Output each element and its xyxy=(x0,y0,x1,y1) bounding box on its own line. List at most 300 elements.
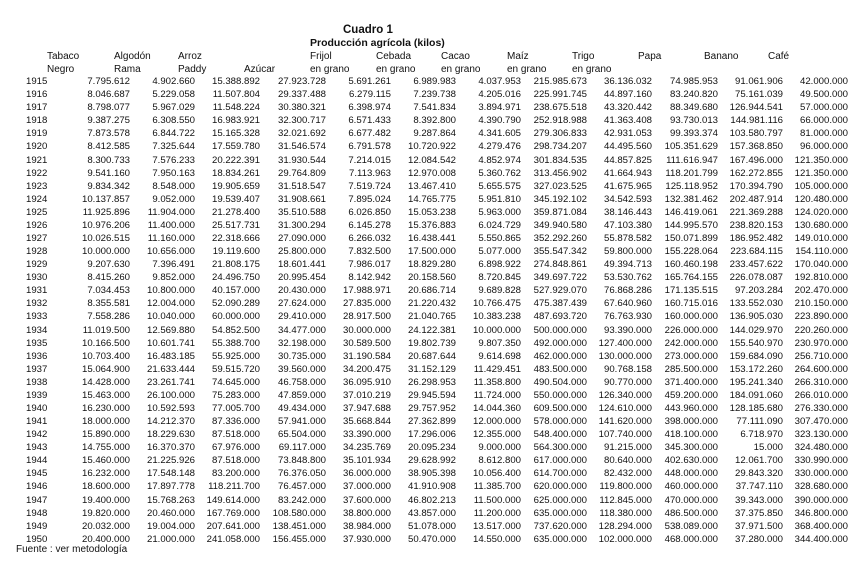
table-row xyxy=(20,127,848,140)
value-cell: 368.400.000 xyxy=(794,520,848,532)
table-row xyxy=(20,494,848,507)
value-cell: 154.110.000 xyxy=(795,246,848,258)
column-header-line1: Arroz xyxy=(178,51,202,62)
column-header-line1: Papa xyxy=(638,51,662,62)
value-cell: 20.095.234 xyxy=(407,442,456,454)
value-cell: 127.400.000 xyxy=(598,337,652,349)
value-cell: 149.614.000 xyxy=(206,494,260,506)
value-cell: 28.917.500 xyxy=(342,311,391,323)
table-row xyxy=(20,140,848,153)
value-cell: 30.589.500 xyxy=(342,337,391,349)
value-cell: 150.071.899 xyxy=(664,232,718,244)
value-cell: 256.710.000 xyxy=(794,350,848,362)
value-cell: 25.517.731 xyxy=(211,219,260,231)
column-header-line2: en grano xyxy=(376,64,416,75)
value-cell: 37.280.000 xyxy=(734,533,783,545)
value-cell: 10.026.515 xyxy=(81,232,130,244)
table-row xyxy=(20,480,848,493)
value-cell: 4.279.476 xyxy=(478,141,521,153)
value-cell: 207.641.000 xyxy=(206,520,260,532)
value-cell: 8.548.000 xyxy=(152,180,195,192)
value-cell: 7.986.017 xyxy=(348,259,391,271)
value-cell: 9.834.342 xyxy=(87,180,130,192)
table-row xyxy=(20,297,848,310)
value-cell: 7.325.644 xyxy=(152,141,195,153)
value-cell: 462.000.000 xyxy=(533,350,587,362)
value-cell: 37.930.000 xyxy=(342,533,391,545)
value-cell: 8.415.260 xyxy=(87,272,130,284)
value-cell: 3.894.971 xyxy=(478,102,521,114)
value-cell: 121.350.000 xyxy=(794,167,848,179)
column-header-line1: Café xyxy=(768,51,790,62)
value-cell: 15.768.263 xyxy=(146,494,195,506)
value-cell: 345.300.000 xyxy=(664,442,718,454)
value-cell: 160.000.000 xyxy=(664,311,718,323)
year-cell: 1930 xyxy=(26,272,48,284)
value-cell: 418.100.000 xyxy=(664,429,718,441)
value-cell: 226.078.087 xyxy=(729,272,783,284)
value-cell: 156.455.000 xyxy=(272,533,326,545)
value-cell: 8.046.687 xyxy=(87,89,130,101)
value-cell: 483.500.000 xyxy=(533,363,587,375)
value-cell: 38.905.398 xyxy=(407,468,456,480)
value-cell: 19.119.600 xyxy=(212,246,260,258)
value-cell: 345.192.102 xyxy=(533,193,587,205)
value-cell: 5.077.000 xyxy=(478,246,521,258)
value-cell: 124.020.000 xyxy=(794,206,848,218)
value-cell: 6.718.970 xyxy=(740,429,783,441)
value-cell: 7.541.834 xyxy=(413,102,456,114)
table-row xyxy=(20,88,848,101)
value-cell: 11.500.000 xyxy=(473,494,521,506)
value-cell: 35.510.588 xyxy=(277,206,326,218)
value-cell: 160.460.198 xyxy=(664,259,718,271)
year-cell: 1926 xyxy=(26,219,48,231)
value-cell: 76.376.050 xyxy=(277,468,326,480)
value-cell: 37.000.000 xyxy=(342,481,391,493)
value-cell: 130.000.000 xyxy=(598,350,652,362)
value-cell: 21.808.175 xyxy=(211,259,260,271)
value-cell: 43.857.000 xyxy=(407,507,456,519)
value-cell: 468.000.000 xyxy=(664,533,718,545)
value-cell: 46.802.213 xyxy=(407,494,456,506)
column-header-line1: Cacao xyxy=(441,51,470,62)
year-cell: 1940 xyxy=(26,402,48,414)
column-header-line1: Algodón xyxy=(114,51,151,62)
value-cell: 27.923.728 xyxy=(277,76,326,88)
table-row xyxy=(20,415,848,428)
value-cell: 31.908.661 xyxy=(277,193,326,205)
value-cell: 20.686.714 xyxy=(407,285,456,297)
table-row xyxy=(20,284,848,297)
value-cell: 18.834.261 xyxy=(211,167,260,179)
column-header-line2: en grano xyxy=(572,64,612,75)
value-cell: 20.032.000 xyxy=(81,520,130,532)
value-cell: 144.995.570 xyxy=(664,219,718,231)
value-cell: 76.457.000 xyxy=(277,481,326,493)
value-cell: 31.152.129 xyxy=(407,363,456,375)
value-cell: 9.852.000 xyxy=(152,272,195,284)
value-cell: 54.852.500 xyxy=(211,324,260,336)
year-cell: 1947 xyxy=(26,494,48,506)
value-cell: 7.239.738 xyxy=(413,89,456,101)
value-cell: 31.518.547 xyxy=(277,180,326,192)
value-cell: 18.601.441 xyxy=(277,259,326,271)
year-cell: 1915 xyxy=(26,76,48,88)
value-cell: 324.480.000 xyxy=(794,442,848,454)
value-cell: 10.056.400 xyxy=(472,468,521,480)
value-cell: 124.610.000 xyxy=(598,402,652,414)
value-cell: 4.037.953 xyxy=(478,76,521,88)
value-cell: 39.343.000 xyxy=(734,494,783,506)
value-cell: 96.000.000 xyxy=(799,141,848,153)
value-cell: 11.160.000 xyxy=(147,232,195,244)
table-row xyxy=(20,271,848,284)
value-cell: 11.429.451 xyxy=(473,363,521,375)
value-cell: 36.000.000 xyxy=(342,468,391,480)
value-cell: 53.530.762 xyxy=(603,272,652,284)
value-cell: 41.363.408 xyxy=(603,115,652,127)
year-cell: 1946 xyxy=(26,481,48,493)
value-cell: 225.991.745 xyxy=(533,89,587,101)
value-cell: 221.369.288 xyxy=(729,206,783,218)
value-cell: 266.010.000 xyxy=(794,389,848,401)
value-cell: 90.770.000 xyxy=(603,376,652,388)
value-cell: 5.691.261 xyxy=(348,76,391,88)
value-cell: 107.740.000 xyxy=(598,429,652,441)
value-cell: 5.360.762 xyxy=(478,167,521,179)
year-cell: 1923 xyxy=(26,180,48,192)
value-cell: 67.640.960 xyxy=(603,298,652,310)
value-cell: 223.890.000 xyxy=(794,311,848,323)
value-cell: 52.090.289 xyxy=(211,298,260,310)
value-cell: 10.720.922 xyxy=(407,141,456,153)
value-cell: 16.483.185 xyxy=(146,350,195,362)
value-cell: 29.337.488 xyxy=(277,89,326,101)
value-cell: 76.868.286 xyxy=(603,285,652,297)
value-cell: 6.898.922 xyxy=(478,259,521,271)
value-cell: 527.929.070 xyxy=(533,285,587,297)
value-cell: 548.400.000 xyxy=(533,429,587,441)
value-cell: 20.222.391 xyxy=(211,154,260,166)
value-cell: 9.052.000 xyxy=(152,193,195,205)
value-cell: 15.890.000 xyxy=(81,429,130,441)
value-cell: 15.165.328 xyxy=(211,128,260,140)
value-cell: 118.211.700 xyxy=(208,481,260,493)
value-cell: 15.388.892 xyxy=(211,76,260,88)
value-cell: 15.000 xyxy=(753,442,783,454)
value-cell: 34.200.475 xyxy=(342,363,391,375)
value-cell: 578.000.000 xyxy=(533,416,587,428)
year-cell: 1934 xyxy=(26,324,48,336)
table-row xyxy=(20,441,848,454)
value-cell: 26.100.000 xyxy=(146,389,195,401)
table-row xyxy=(20,376,848,389)
value-cell: 202.487.914 xyxy=(729,193,783,205)
value-cell: 12.061.700 xyxy=(734,455,783,467)
value-cell: 44.897.160 xyxy=(603,89,652,101)
value-cell: 15.053.238 xyxy=(407,206,456,218)
value-cell: 18.229.630 xyxy=(146,429,195,441)
table-subtitle: Producción agrícola (kilos) xyxy=(310,37,445,49)
value-cell: 25.800.000 xyxy=(277,246,326,258)
column-header-line2: Paddy xyxy=(178,64,207,75)
value-cell: 11.904.000 xyxy=(147,206,195,218)
table-row xyxy=(20,533,848,546)
value-cell: 34.542.593 xyxy=(603,193,652,205)
value-cell: 36.136.032 xyxy=(603,76,652,88)
value-cell: 6.398.974 xyxy=(348,102,391,114)
value-cell: 35.668.844 xyxy=(342,416,391,428)
value-cell: 6.026.850 xyxy=(348,206,391,218)
value-cell: 15.376.883 xyxy=(407,219,456,231)
value-cell: 12.000.000 xyxy=(472,416,521,428)
value-cell: 459.200.000 xyxy=(664,389,718,401)
value-cell: 19.802.739 xyxy=(407,337,456,349)
value-cell: 8.142.942 xyxy=(348,272,391,284)
value-cell: 7.034.453 xyxy=(87,285,130,297)
value-cell: 144.981.116 xyxy=(730,115,783,127)
value-cell: 6.989.983 xyxy=(413,76,456,88)
table-row xyxy=(20,167,848,180)
value-cell: 7.576.233 xyxy=(152,154,195,166)
value-cell: 93.390.000 xyxy=(603,324,652,336)
value-cell: 21.040.765 xyxy=(407,311,456,323)
value-cell: 170.394.790 xyxy=(729,180,783,192)
value-cell: 7.895.024 xyxy=(348,193,391,205)
value-cell: 37.600.000 xyxy=(342,494,391,506)
year-cell: 1949 xyxy=(26,520,48,532)
value-cell: 16.230.000 xyxy=(81,402,130,414)
column-header-line2: en grano xyxy=(310,64,350,75)
table-row xyxy=(20,180,848,193)
value-cell: 29.757.952 xyxy=(407,402,456,414)
value-cell: 6.677.482 xyxy=(348,128,391,140)
value-cell: 21.633.444 xyxy=(146,363,195,375)
value-cell: 66.000.000 xyxy=(799,115,848,127)
value-cell: 34.235.769 xyxy=(342,442,391,454)
year-cell: 1917 xyxy=(26,102,48,114)
year-cell: 1919 xyxy=(26,128,48,140)
value-cell: 76.763.930 xyxy=(603,311,652,323)
value-cell: 30.735.000 xyxy=(277,350,326,362)
value-cell: 20.430.000 xyxy=(277,285,326,297)
value-cell: 37.375.850 xyxy=(734,507,783,519)
value-cell: 355.547.342 xyxy=(533,246,587,258)
value-cell: 15.463.000 xyxy=(81,389,130,401)
value-cell: 41.675.965 xyxy=(603,180,652,192)
value-cell: 10.592.593 xyxy=(146,402,195,414)
value-cell: 349.697.722 xyxy=(533,272,587,284)
value-cell: 12.004.000 xyxy=(146,298,195,310)
value-cell: 9.807.350 xyxy=(478,337,521,349)
year-cell: 1921 xyxy=(26,154,48,166)
year-cell: 1948 xyxy=(26,507,48,519)
value-cell: 24.122.381 xyxy=(407,324,456,336)
table-row xyxy=(20,75,848,88)
table-row xyxy=(20,363,848,376)
value-cell: 29.945.594 xyxy=(407,389,456,401)
value-cell: 170.040.000 xyxy=(794,259,848,271)
value-cell: 215.985.673 xyxy=(533,76,587,88)
value-cell: 35.101.934 xyxy=(342,455,391,467)
value-cell: 27.090.000 xyxy=(277,232,326,244)
value-cell: 349.940.580 xyxy=(533,219,587,231)
value-cell: 128.185.680 xyxy=(729,402,783,414)
value-cell: 11.724.000 xyxy=(473,389,521,401)
value-cell: 4.852.974 xyxy=(478,154,521,166)
value-cell: 241.058.000 xyxy=(206,533,260,545)
value-cell: 126.340.000 xyxy=(598,389,652,401)
value-cell: 19.539.407 xyxy=(211,193,260,205)
value-cell: 186.952.482 xyxy=(729,232,783,244)
value-cell: 276.330.000 xyxy=(794,402,848,414)
value-cell: 448.000.000 xyxy=(664,468,718,480)
value-cell: 5.963.000 xyxy=(478,206,521,218)
value-cell: 136.905.030 xyxy=(729,311,783,323)
year-cell: 1933 xyxy=(26,311,48,323)
value-cell: 38.984.000 xyxy=(342,520,391,532)
value-cell: 6.791.578 xyxy=(348,141,391,153)
value-cell: 352.292.260 xyxy=(533,232,587,244)
value-cell: 17.296.006 xyxy=(407,429,456,441)
value-cell: 4.205.016 xyxy=(478,89,521,101)
value-cell: 13.467.410 xyxy=(407,180,456,192)
value-cell: 165.764.155 xyxy=(664,272,718,284)
value-cell: 398.000.000 xyxy=(664,416,718,428)
value-cell: 7.396.491 xyxy=(152,259,195,271)
value-cell: 90.768.158 xyxy=(603,363,652,375)
year-cell: 1932 xyxy=(26,298,48,310)
column-header-line2: Rama xyxy=(114,64,141,75)
value-cell: 83.240.820 xyxy=(669,89,718,101)
value-cell: 17.559.780 xyxy=(211,141,260,153)
value-cell: 73.848.800 xyxy=(277,455,326,467)
value-cell: 75.283.000 xyxy=(211,389,260,401)
value-cell: 500.000.000 xyxy=(533,324,587,336)
value-cell: 59.515.720 xyxy=(211,363,260,375)
value-cell: 14.212.370 xyxy=(146,416,195,428)
value-cell: 371.400.000 xyxy=(664,376,718,388)
value-cell: 9.207.630 xyxy=(87,259,130,271)
value-cell: 59.800.000 xyxy=(603,246,652,258)
value-cell: 330.990.000 xyxy=(794,455,848,467)
value-cell: 625.000.000 xyxy=(533,494,587,506)
value-cell: 10.040.000 xyxy=(146,311,195,323)
value-cell: 328.680.000 xyxy=(794,481,848,493)
value-cell: 10.000.000 xyxy=(81,246,130,258)
value-cell: 83.242.000 xyxy=(277,494,326,506)
value-cell: 9.541.160 xyxy=(87,167,130,179)
value-cell: 82.432.000 xyxy=(603,468,652,480)
value-cell: 37.947.688 xyxy=(342,402,391,414)
table-row xyxy=(20,101,848,114)
value-cell: 443.960.000 xyxy=(664,402,718,414)
value-cell: 233.457.622 xyxy=(729,259,783,271)
value-cell: 125.118.952 xyxy=(665,180,718,192)
value-cell: 7.558.286 xyxy=(87,311,130,323)
value-cell: 4.341.605 xyxy=(478,128,521,140)
year-cell: 1945 xyxy=(26,468,48,480)
column-header-line1: Cebada xyxy=(376,51,412,62)
value-cell: 12.084.542 xyxy=(407,154,456,166)
value-cell: 10.976.206 xyxy=(81,219,130,231)
year-cell: 1927 xyxy=(26,232,48,244)
value-cell: 6.308.550 xyxy=(152,115,195,127)
value-cell: 74.985.953 xyxy=(669,76,718,88)
value-cell: 202.470.000 xyxy=(794,285,848,297)
value-cell: 40.157.000 xyxy=(211,285,260,297)
year-cell: 1928 xyxy=(26,246,48,258)
value-cell: 31.300.294 xyxy=(277,219,326,231)
value-cell: 167.496.000 xyxy=(729,154,783,166)
value-cell: 32.198.000 xyxy=(277,337,326,349)
value-cell: 11.548.224 xyxy=(212,102,260,114)
year-cell: 1916 xyxy=(26,89,48,101)
value-cell: 264.600.000 xyxy=(794,363,848,375)
value-cell: 17.988.971 xyxy=(342,285,391,297)
value-cell: 111.616.947 xyxy=(666,154,718,166)
value-cell: 103.580.797 xyxy=(729,128,783,140)
value-cell: 41.910.908 xyxy=(407,481,456,493)
value-cell: 614.700.000 xyxy=(533,468,587,480)
value-cell: 81.000.000 xyxy=(799,128,848,140)
value-cell: 42.931.053 xyxy=(603,128,652,140)
value-cell: 8.720.845 xyxy=(478,272,521,284)
value-cell: 33.390.000 xyxy=(342,429,391,441)
table-row xyxy=(20,323,848,336)
value-cell: 16.370.370 xyxy=(146,442,195,454)
value-cell: 14.755.000 xyxy=(81,442,130,454)
value-cell: 102.000.000 xyxy=(598,533,652,545)
value-cell: 475.387.439 xyxy=(533,298,587,310)
value-cell: 21.000.000 xyxy=(146,533,195,545)
value-cell: 6.024.729 xyxy=(478,219,521,231)
table-row xyxy=(20,153,848,166)
value-cell: 6.571.433 xyxy=(348,115,391,127)
value-cell: 12.355.000 xyxy=(472,429,521,441)
value-cell: 17.897.778 xyxy=(146,481,195,493)
value-cell: 327.023.525 xyxy=(533,180,587,192)
value-cell: 97.203.284 xyxy=(734,285,783,297)
value-cell: 10.766.475 xyxy=(472,298,521,310)
value-cell: 32.300.717 xyxy=(277,115,326,127)
value-cell: 620.000.000 xyxy=(533,481,587,493)
value-cell: 279.306.833 xyxy=(533,128,587,140)
value-cell: 42.000.000 xyxy=(799,76,848,88)
value-cell: 119.800.000 xyxy=(599,481,652,493)
value-cell: 14.428.000 xyxy=(81,376,130,388)
value-cell: 60.000.000 xyxy=(211,311,260,323)
value-cell: 7.795.612 xyxy=(87,76,130,88)
value-cell: 75.161.039 xyxy=(734,89,783,101)
value-cell: 30.380.321 xyxy=(277,102,326,114)
value-cell: 242.000.000 xyxy=(664,337,718,349)
value-cell: 23.261.741 xyxy=(146,376,195,388)
value-cell: 7.950.163 xyxy=(152,167,195,179)
value-cell: 16.232.000 xyxy=(81,468,130,480)
year-cell: 1936 xyxy=(26,350,48,362)
value-cell: 301.834.535 xyxy=(533,154,587,166)
value-cell: 24.496.750 xyxy=(211,272,260,284)
value-cell: 550.000.000 xyxy=(533,389,587,401)
value-cell: 11.400.000 xyxy=(147,219,195,231)
value-cell: 118.201.799 xyxy=(665,167,718,179)
value-cell: 29.410.000 xyxy=(277,311,326,323)
value-cell: 5.655.575 xyxy=(478,180,521,192)
value-cell: 34.477.000 xyxy=(277,324,326,336)
value-cell: 10.601.741 xyxy=(146,337,195,349)
